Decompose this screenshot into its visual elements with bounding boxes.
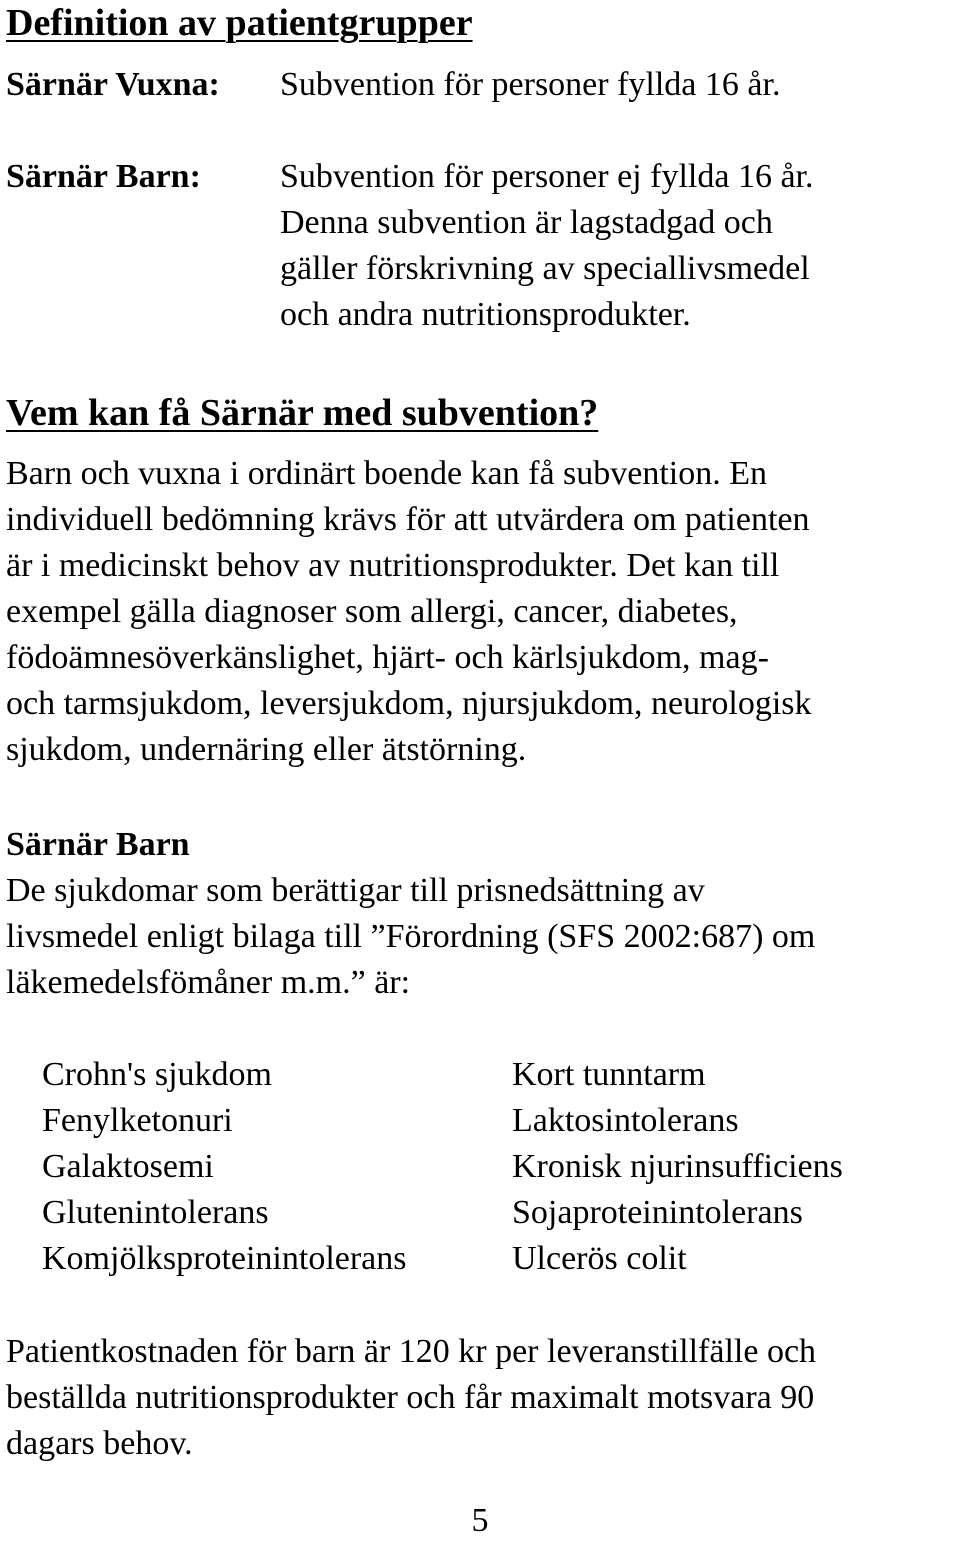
barn-line: gäller förskrivning av speciallivsmedel: [280, 250, 810, 287]
list-item: Laktosintolerans: [512, 1102, 739, 1139]
barn-label: Särnär Barn:: [6, 158, 201, 195]
sarnar-barn-heading: Särnär Barn: [6, 826, 190, 863]
list-item: Sojaproteinintolerans: [512, 1194, 803, 1231]
paragraph-line: beställda nutritionsprodukter och får maximalt motsvara 90: [6, 1379, 815, 1416]
page-heading: Definition av patientgrupper: [6, 2, 473, 44]
list-item: Komjölksproteinintolerans: [42, 1240, 407, 1277]
list-item: Kort tunntarm: [512, 1056, 706, 1093]
disease-list-right: [512, 1052, 843, 1282]
paragraph-line: Barn och vuxna i ordinärt boende kan få subvention. En: [6, 455, 768, 492]
paragraph-line: De sjukdomar som berättigar till prisnedsättning av: [6, 872, 705, 909]
list-item: Glutenintolerans: [42, 1194, 269, 1231]
disease-list-left: [42, 1052, 407, 1282]
list-item: Kronisk njurinsufficiens: [512, 1148, 843, 1185]
paragraph-line: födoämnesöverkänslighet, hjärt- och kärlsjukdom, mag-: [6, 639, 769, 676]
paragraph-line: läkemedelsfömåner m.m.” är:: [6, 964, 411, 1001]
paragraph-line: dagars behov.: [6, 1425, 193, 1462]
vuxna-label: Särnär Vuxna:: [6, 66, 220, 103]
barn-line: Subvention för personer ej fyllda 16 år.: [280, 158, 814, 195]
list-item: Galaktosemi: [42, 1148, 214, 1185]
list-item: Fenylketonuri: [42, 1102, 233, 1139]
barn-line: och andra nutritionsprodukter.: [280, 296, 691, 333]
subvention-heading: Vem kan få Särnär med subvention?: [6, 392, 599, 434]
page-number: 5: [471, 1502, 489, 1539]
list-item: Crohn's sjukdom: [42, 1056, 272, 1093]
paragraph-line: sjukdom, undernäring eller ätstörning.: [6, 731, 527, 768]
paragraph-line: individuell bedömning krävs för att utvärdera om patienten: [6, 501, 810, 538]
subvention-paragraph: [6, 451, 812, 773]
list-item: Ulcerös colit: [512, 1240, 687, 1277]
paragraph-line: är i medicinskt behov av nutritionsprodukter. Det kan till: [6, 547, 780, 584]
barn-line: Denna subvention är lagstadgad och: [280, 204, 773, 241]
paragraph-line: Patientkostnaden för barn är 120 kr per leveranstillfälle och: [6, 1333, 817, 1370]
paragraph-line: och tarmsjukdom, leversjukdom, njursjukdom, neurologisk: [6, 685, 812, 722]
paragraph-line: exempel gälla diagnoser som allergi, cancer, diabetes,: [6, 593, 738, 630]
barn-description: [280, 154, 813, 338]
patient-cost-paragraph: [6, 1329, 816, 1467]
vuxna-text: Subvention för personer fyllda 16 år.: [280, 66, 781, 103]
paragraph-line: livsmedel enligt bilaga till ”Förordning (SFS 2002:687) om: [6, 918, 816, 955]
sarnar-barn-paragraph: [6, 868, 815, 1006]
